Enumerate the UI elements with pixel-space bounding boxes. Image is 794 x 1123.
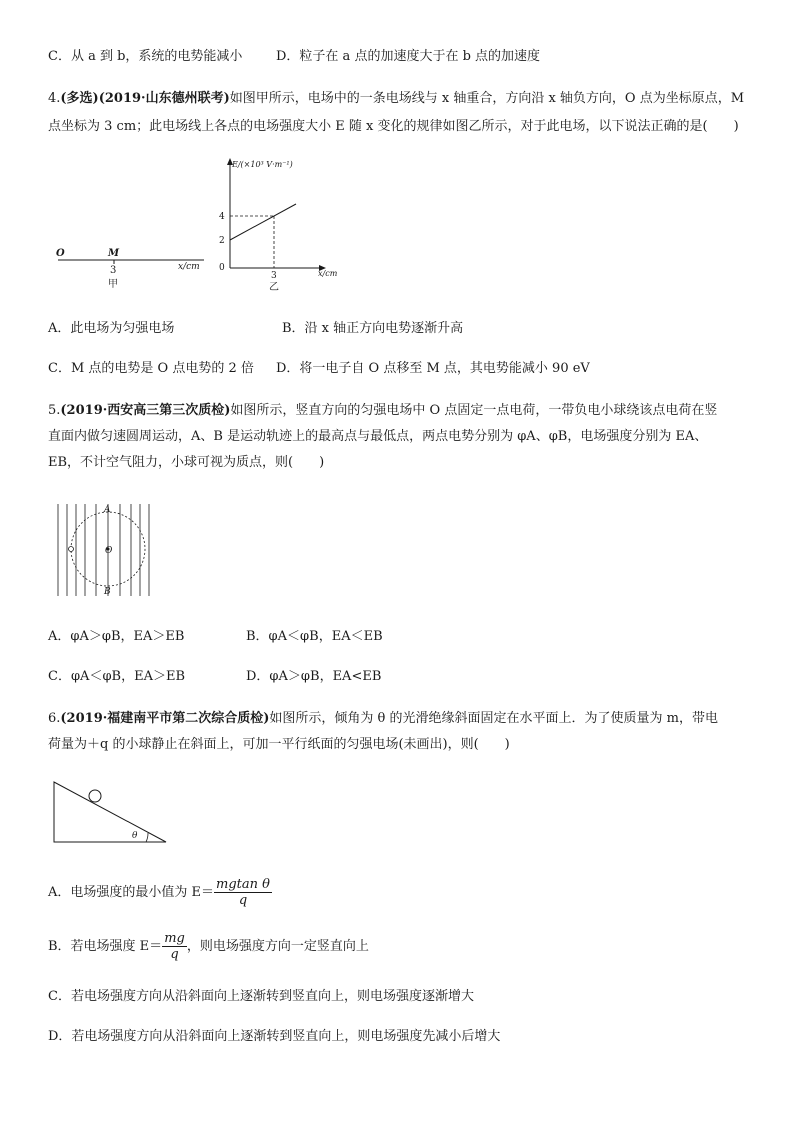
q4-figb-x-axis-label: x/cm (318, 269, 338, 278)
q6-fig-theta: θ (132, 831, 138, 841)
prev-option-d: D．粒子在 a 点的加速度大于在 b 点的加速度 (276, 49, 541, 64)
q4-figb-zero: 0 (219, 263, 225, 273)
q6-option-b-numerator: mg (164, 931, 185, 946)
q5-fig-label-b: B (104, 587, 111, 597)
q4-option-a: A．此电场为匀强电场 (48, 321, 175, 336)
q5-source-tag: (2019·西安高三第三次质检) (60, 403, 231, 418)
q4-figure-b (214, 156, 354, 296)
q6-option-a (48, 876, 272, 910)
q5-option-d: D．φA＞φB，EA<EB (246, 669, 382, 684)
q6-option-a-prefix: A．电场强度的最小值为 E＝ (48, 885, 215, 900)
q5-figure (54, 500, 164, 600)
q6-option-c: C．若电场强度方向从沿斜面向上逐渐转到竖直向上，则电场强度逐渐增大 (48, 989, 474, 1004)
q4-figb-x3: 3 (271, 271, 277, 281)
q5-stem-text1: 如图所示，竖直方向的匀强电场中 O 点固定一点电荷，一带负电小球绕该点电荷在竖 (230, 403, 718, 418)
q4-figb-y-axis-label: E/(×10³ V·m⁻¹) (232, 160, 293, 169)
q4-figa-axis-label: x/cm (178, 262, 200, 272)
q5-stem-line1 (48, 402, 717, 420)
q4-figb-y2: 2 (219, 236, 225, 246)
prev-option-c: C．从 a 到 b，系统的电势能减小 (48, 49, 243, 64)
q6-option-a-numerator: mgtan θ (216, 877, 270, 892)
q4-stem-line2: 点坐标为 3 cm；此电场线上各点的电场强度大小 E 随 x 变化的规律如图乙所示，对于此电场，以下说法正确的是( ) (48, 119, 739, 134)
q6-number: 6. (48, 711, 61, 726)
q5-stem-line3: EB，不计空气阻力，小球可视为质点，则( ) (48, 455, 325, 470)
q4-figb-y4: 4 (219, 212, 225, 222)
q4-stem-line1 (48, 90, 744, 108)
q6-option-b-prefix: B．若电场强度 E＝ (48, 939, 163, 954)
q6-option-b-denominator: q (170, 947, 179, 962)
q4-number: 4. (48, 91, 61, 106)
q6-stem-line1 (48, 710, 718, 728)
q6-option-d: D．若电场强度方向从沿斜面向上逐渐转到竖直向上，则电场强度先减小后增大 (48, 1029, 501, 1044)
q4-figa-tick-3: 3 (110, 265, 117, 276)
q5-option-b: B．φA＜φB，EA＜EB (246, 629, 383, 644)
q6-source-tag: (2019·福建南平市第二次综合质检) (60, 711, 270, 726)
q4-option-b: B．沿 x 轴正方向电势逐渐升高 (282, 321, 464, 336)
q5-number: 5. (48, 403, 61, 418)
q4-option-d: D．将一电子自 O 点移至 M 点，其电势能减小 90 eV (276, 361, 590, 376)
q5-option-a: A．φA＞φB，EA＞EB (48, 629, 185, 644)
q6-option-a-fraction (214, 877, 272, 908)
q6-option-b-fraction (162, 931, 187, 962)
q6-option-b (48, 930, 369, 964)
q4-figa-caption: 甲 (108, 279, 118, 290)
q4-option-c: C．M 点的电势是 O 点电势的 2 倍 (48, 361, 254, 376)
q5-fig-label-a: A (104, 505, 111, 515)
q5-stem-line2: 直面内做匀速圆周运动，A、B 是运动轨迹上的最高点与最低点，两点电势分别为 φA、φB，电场强度分别为 EA、 (48, 429, 708, 444)
q4-figb-caption: 乙 (269, 282, 279, 293)
q6-stem-text1: 如图所示，倾角为 θ 的光滑绝缘斜面固定在水平面上．为了使质量为 m，带电 (269, 711, 718, 726)
q4-figure-a (52, 240, 212, 300)
q6-option-b-suffix: ，则电场强度方向一定竖直向上 (186, 939, 369, 954)
q6-stem-line2: 荷量为＋q 的小球静止在斜面上，可加一平行纸面的匀强电场(未画出)，则( ) (48, 737, 510, 752)
q4-figa-m-label: M (108, 248, 120, 259)
q4-figa-o-label: O (56, 248, 65, 259)
q6-figure (52, 780, 172, 846)
q5-fig-label-o: O (105, 546, 113, 556)
q6-option-a-denominator: q (238, 893, 248, 908)
q5-option-c: C．φA＜φB，EA＞EB (48, 669, 186, 684)
q4-source-tag: (多选)(2019·山东德州联考) (60, 91, 230, 106)
q4-stem-text1: 如图甲所示，电场中的一条电场线与 x 轴重合，方向沿 x 轴负方向，O 点为坐标原点，M (229, 91, 745, 106)
